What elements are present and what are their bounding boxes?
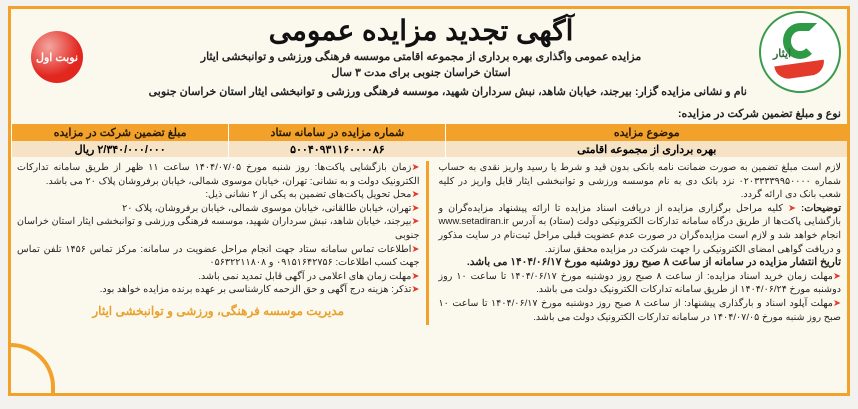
- corner-ornament: [11, 343, 55, 393]
- guarantee-label: نوع و مبلغ تضمین شرکت در مزایده:: [677, 108, 841, 120]
- purchase-deadline-text: مهلت زمان خرید اسناد مزایده: از ساعت ۸ صبح روز دوشنبه مورخ ۱۴۰۴/۰۶/۱۷ تا ساعت ۱۰ روز دوشنبه مورخ ۱۴۰۴/۰۶/۲۴ از طریق سامانه تدارکات الکترونیک دولت می باشد.: [438, 270, 841, 296]
- no-extension-text: مهلت زمان های اعلامی در آگهی قابل تمدید نمی باشد.: [198, 270, 412, 282]
- seal-text: نوبت اول: [35, 51, 79, 64]
- ad-frame: [8, 6, 850, 396]
- notes-text: کلیه مراحل برگزاری مزایده از دریافت اسناد مزایده تا ارائه پیشنهاد مزایده‌گران و بازگشایی پاکت‌ها از طریق درگاه سامانه تدارکات الکترونیکی دولت (ستاد) به آدرس www.setadiran.ir انجام خواهد شد و لازم است مزایده‌گران در صورت عدم عضویت قبلی مراحل ثبت‌نام در سایت مذکور و دریافت گواهی امضای الکترونیکی را جهت شرکت در مزایده محقق سازند.: [438, 202, 841, 255]
- delivery-place-text: محل تحویل پاکت‌های تضمین به یکی از ۲ نشانی ذیل:: [205, 189, 412, 201]
- cost-note: [17, 283, 420, 297]
- bullet-icon: ➤: [411, 189, 420, 201]
- cost-note-text: تذکر: هزینه درج آگهی و حق الزحمه کارشناسی بر عهده برنده مزایده خواهد بود.: [99, 284, 412, 296]
- left-column: [17, 161, 429, 325]
- bullet-icon: ➤: [411, 243, 420, 255]
- notes-paragraph: [439, 202, 842, 256]
- right-column: [439, 161, 842, 325]
- table-header-row: [12, 124, 848, 141]
- bullet-icon: ➤: [411, 202, 420, 214]
- address-birjand: [17, 215, 420, 242]
- contact-info: [17, 243, 420, 270]
- bullet-icon: ➤: [411, 270, 420, 282]
- bullet-icon: ➤: [411, 216, 420, 228]
- address-tehran: [17, 202, 420, 216]
- contact-info-text: اطلاعات تماس سامانه ستاد جهت انجام مراحل عضویت در سامانه: مرکز تماس ۱۴۵۶ تلفن تماس جهت کسب اطلاعات: ۰۹۱۵۱۶۴۲۷۵۶ و ۰۵۶۳۲۲۱۱۸۰۸: [17, 243, 420, 269]
- publish-date: تاریخ انتشار مزایده در سامانه از ساعت ۸ صبح روز دوشنبه مورخ ۱۴۰۴/۰۶/۱۷ می باشد.: [466, 256, 841, 269]
- isar-logo: [759, 11, 841, 93]
- header-subject: موضوع مزایده: [446, 124, 847, 141]
- table-row: [12, 141, 848, 157]
- purchase-deadline: [439, 270, 842, 297]
- bullet-icon: ➤: [832, 270, 841, 282]
- organizer-address: نام و نشانی مزایده گزار: بیرجند، خیابان شاهد، نبش سرداران شهید، موسسه فرهنگی ورزشی و توانبخشی ایثار استان خراسان جنوبی: [148, 86, 747, 98]
- address-birjand-text: بیرجند، خیابان شاهد، نبش سرداران شهید، موسسه فرهنگی ورزشی و توانبخشی ایثار استان خراسان جنوبی: [17, 216, 420, 241]
- address-tehran-text: تهران، خیابان طالقانی، خیابان موسوی شمالی، خیابان برفروشان، پلاک ۲۰: [122, 202, 412, 214]
- subtitle-1: مزایده عمومی واگذاری بهره برداری از مجموعه اقامتی موسسه فرهنگی ورزشی و توانبخشی ایثار: [200, 51, 642, 63]
- ad-title: آگهی تجدید مزایده عمومی: [268, 15, 574, 46]
- header-guarantee: مبلغ تضمین شرکت در مزایده: [12, 124, 229, 141]
- upload-deadline: [439, 297, 842, 324]
- bullet-icon: ➤: [411, 162, 420, 173]
- opening-time-text: زمان بازگشایی پاکت‌ها: روز شنبه مورخ ۱۴۰۴/۰۷/۰۵ ساعت ۱۱ ظهر از طریق سامانه تدارکات الکترونیک دولت و به نشانی: تهران، خیابان موسوی شمالی، خیابان برفروشان پلاک ۲۰ می باشد.: [17, 162, 420, 187]
- auction-table: [11, 124, 847, 157]
- ad-header: [11, 9, 847, 105]
- delivery-place: [17, 188, 420, 202]
- guarantee-paragraph: لازم است مبلغ تضمین به صورت ضمانت نامه بانکی بدون قید و شرط یا رسید واریز نقدی به حساب شماره ۰۲۰۳۳۳۳۹۹۵۰۰۰۰ نزد بانک دی به نام موسسه ورزشی و توانبخشی ایثار قابل واریز در کلیه شعب بانک دی ارائه گردد.: [438, 162, 841, 201]
- cell-guarantee: ۲/۳۴۰/۰۰۰/۰۰۰ ریال: [12, 141, 229, 157]
- no-extension: [17, 270, 420, 284]
- body-columns: [11, 157, 847, 325]
- bullet-icon: ➤: [832, 297, 841, 309]
- opening-time: [17, 161, 420, 188]
- upload-deadline-text: مهلت آپلود اسناد و بارگذاری پیشنهاد: از ساعت ۸ صبح روز دوشنبه مورخ ۱۴۰۴/۰۶/۱۷ تا ساعت ۱۰ صبح روز شنبه مورخ ۱۴۰۴/۰۷/۰۵ در سامانه تدارکات الکترونیک دولت می باشد.: [438, 297, 841, 323]
- subtitle-2: استان خراسان جنوبی برای مدت ۳ سال: [331, 67, 511, 79]
- notes-label: توضیحات:: [801, 202, 842, 214]
- first-notice-seal: [31, 31, 83, 83]
- cell-number: ۵۰۰۴۰۹۳۱۱۶۰۰۰۰۸۶: [229, 141, 446, 157]
- logo-text: ایثار: [773, 48, 792, 60]
- header-number: شماره مزایده در سامانه ستاد: [229, 124, 446, 141]
- footer-signature: مدیریت موسسه فرهنگی، ورزشی و توانبخشی ایثار: [92, 303, 345, 318]
- bullet-icon: ➤: [411, 284, 420, 296]
- cell-subject: بهره برداری از مجموعه اقامتی: [446, 141, 847, 157]
- bullet-icon: ➤: [787, 202, 797, 214]
